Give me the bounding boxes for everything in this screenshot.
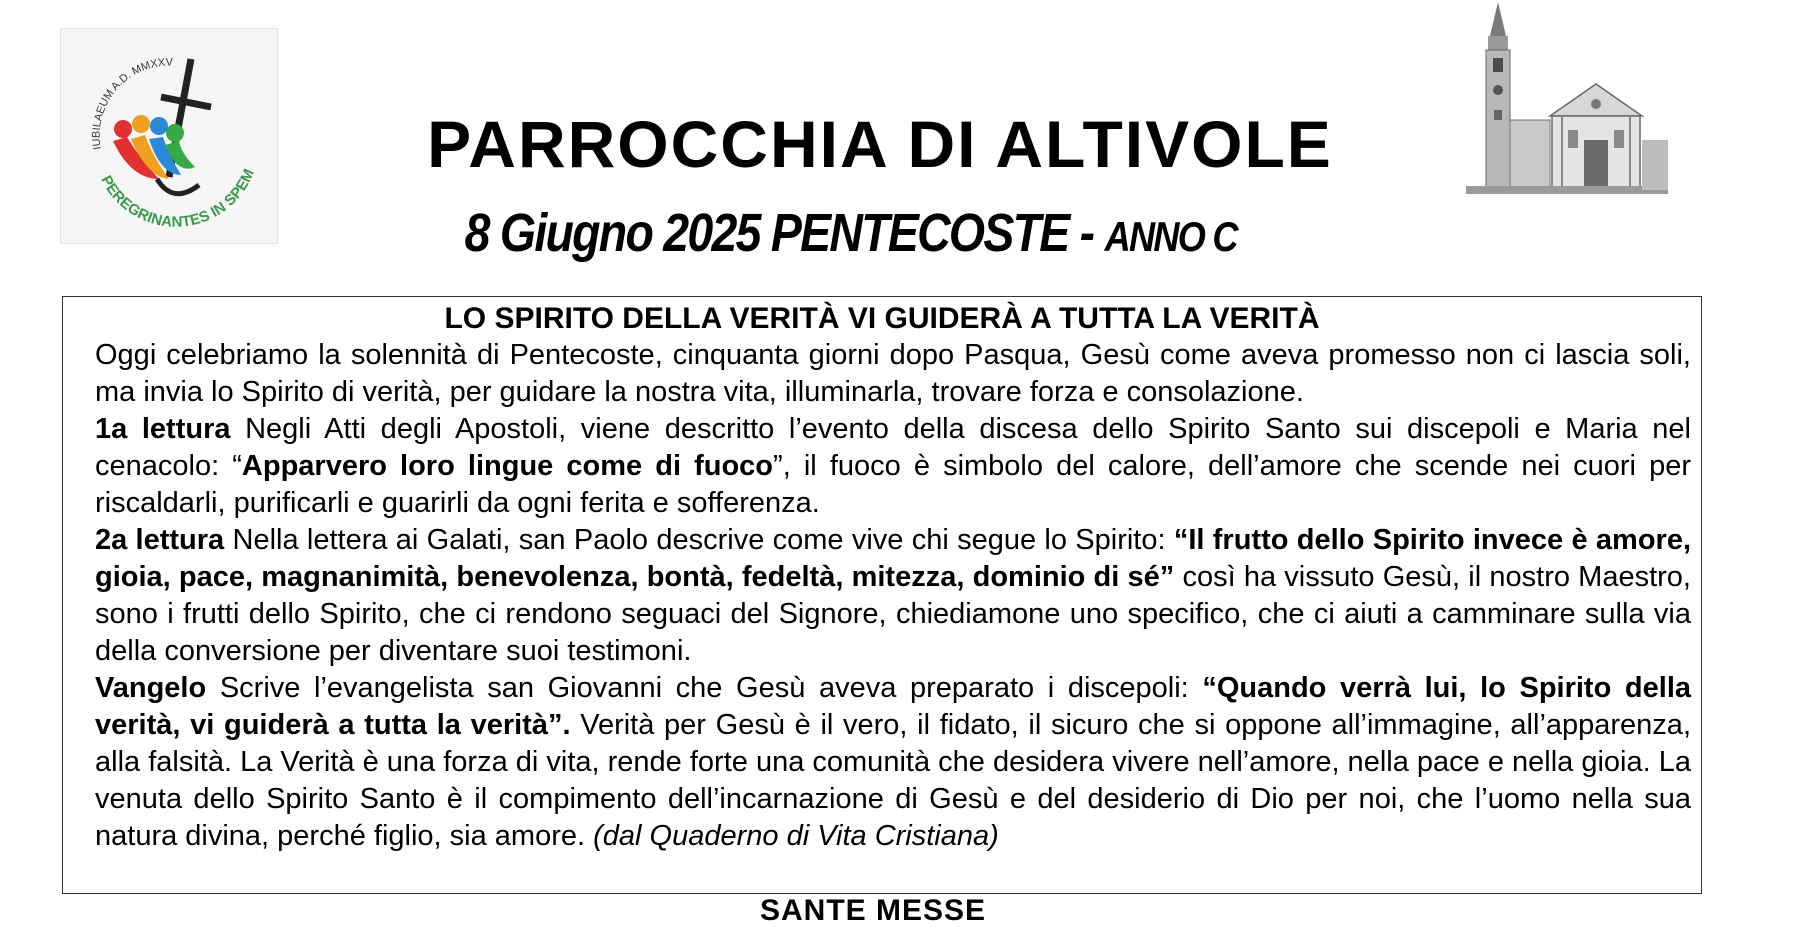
page-title: PARROCCHIA DI ALTIVOLE <box>427 107 1333 181</box>
church-icon <box>1466 0 1668 194</box>
reading1-paragraph <box>95 411 1691 522</box>
reading1-quote: Apparvero loro lingue come di fuoco <box>241 450 774 482</box>
article-body <box>95 337 1691 855</box>
reading2-text-a: Nella lettera ai Galati, san Paolo descrive come vive chi segue lo Spirito: <box>224 524 1174 556</box>
gospel-text-b: Verità per Gesù è il vero, il fidato, il sicuro che si oppone all’immagine, all’apparenza, alla falsità. La Verità è una forza di vita, rende forte una comunità che desidera vivere nell’amore, nella pace e nella gioia. La venuta dello Spirito Santo è il compimento dell’incarnazione di Gesù e del desiderio di Dio per noi, che l’uomo nella sua natura divina, perché figlio, sia amore. <box>95 709 1691 852</box>
reading1-text-a: Negli Atti degli Apostoli, viene descritto l’evento della discesa dello Spirito Santo sui discepoli e Maria nel cenacolo: “ <box>95 413 1691 482</box>
article-source: (dal Quaderno di Vita Cristiana) <box>593 820 999 852</box>
subtitle-date: 8 Giugno 2025 PENTECOSTE - <box>464 203 1105 263</box>
article-box <box>62 296 1702 894</box>
article-heading: LO SPIRITO DELLA VERITÀ VI GUIDERÀ A TUTTA LA VERITÀ <box>444 302 1320 335</box>
logo-text: IUBILAEUM A.D. MMXXV <box>90 56 173 151</box>
reading1-label: 1a lettura <box>95 413 231 445</box>
reading1-text-b: ”, il fuoco è simbolo del calore, dell’amore che scende nei cuori per riscaldarli, purificarli e guarirli da ogni ferita e sofferenza. <box>95 450 1692 519</box>
reading2-label: 2a lettura <box>95 524 225 556</box>
gospel-text-a: Scrive l’evangelista san Giovanni che Gesù aveva preparato i discepoli: <box>206 672 1203 704</box>
gospel-paragraph <box>95 670 1691 855</box>
reading2-paragraph <box>95 522 1691 670</box>
subtitle-year: ANNO C <box>1104 213 1237 260</box>
reading2-quote: “Il frutto dello Spirito invece è amore, gioia, pace, magnanimità, benevolenza, bontà, fedeltà, mitezza, dominio di sé” <box>95 524 1692 593</box>
article-intro: Oggi celebriamo la solennità di Pentecoste, cinquanta giorni dopo Pasqua, Gesù come aveva promesso non ci lascia soli, ma invia lo Spirito di verità, per guidare la nostra vita, illuminarla, trovare forza e consolazione. <box>95 339 1691 408</box>
page-subtitle <box>120 200 1582 270</box>
gospel-label: Vangelo <box>95 672 207 704</box>
gospel-quote: “Quando verrà lui, lo Spirito della verità, vi guiderà a tutta la verità”. <box>95 672 1692 741</box>
reading2-text-b: così ha vissuto Gesù, il nostro Maestro, sono i frutti dello Spirito, che ci rendono seguaci del Signore, chiediamone uno specifico, che ci aiuti a camminare sulla via della conversione per diventare suoi testimoni. <box>95 561 1691 667</box>
church-image <box>1466 0 1668 194</box>
masses-heading: SANTE MESSE <box>760 894 987 927</box>
logo-motto: PEREGRINANTES IN SPEM <box>97 166 258 231</box>
